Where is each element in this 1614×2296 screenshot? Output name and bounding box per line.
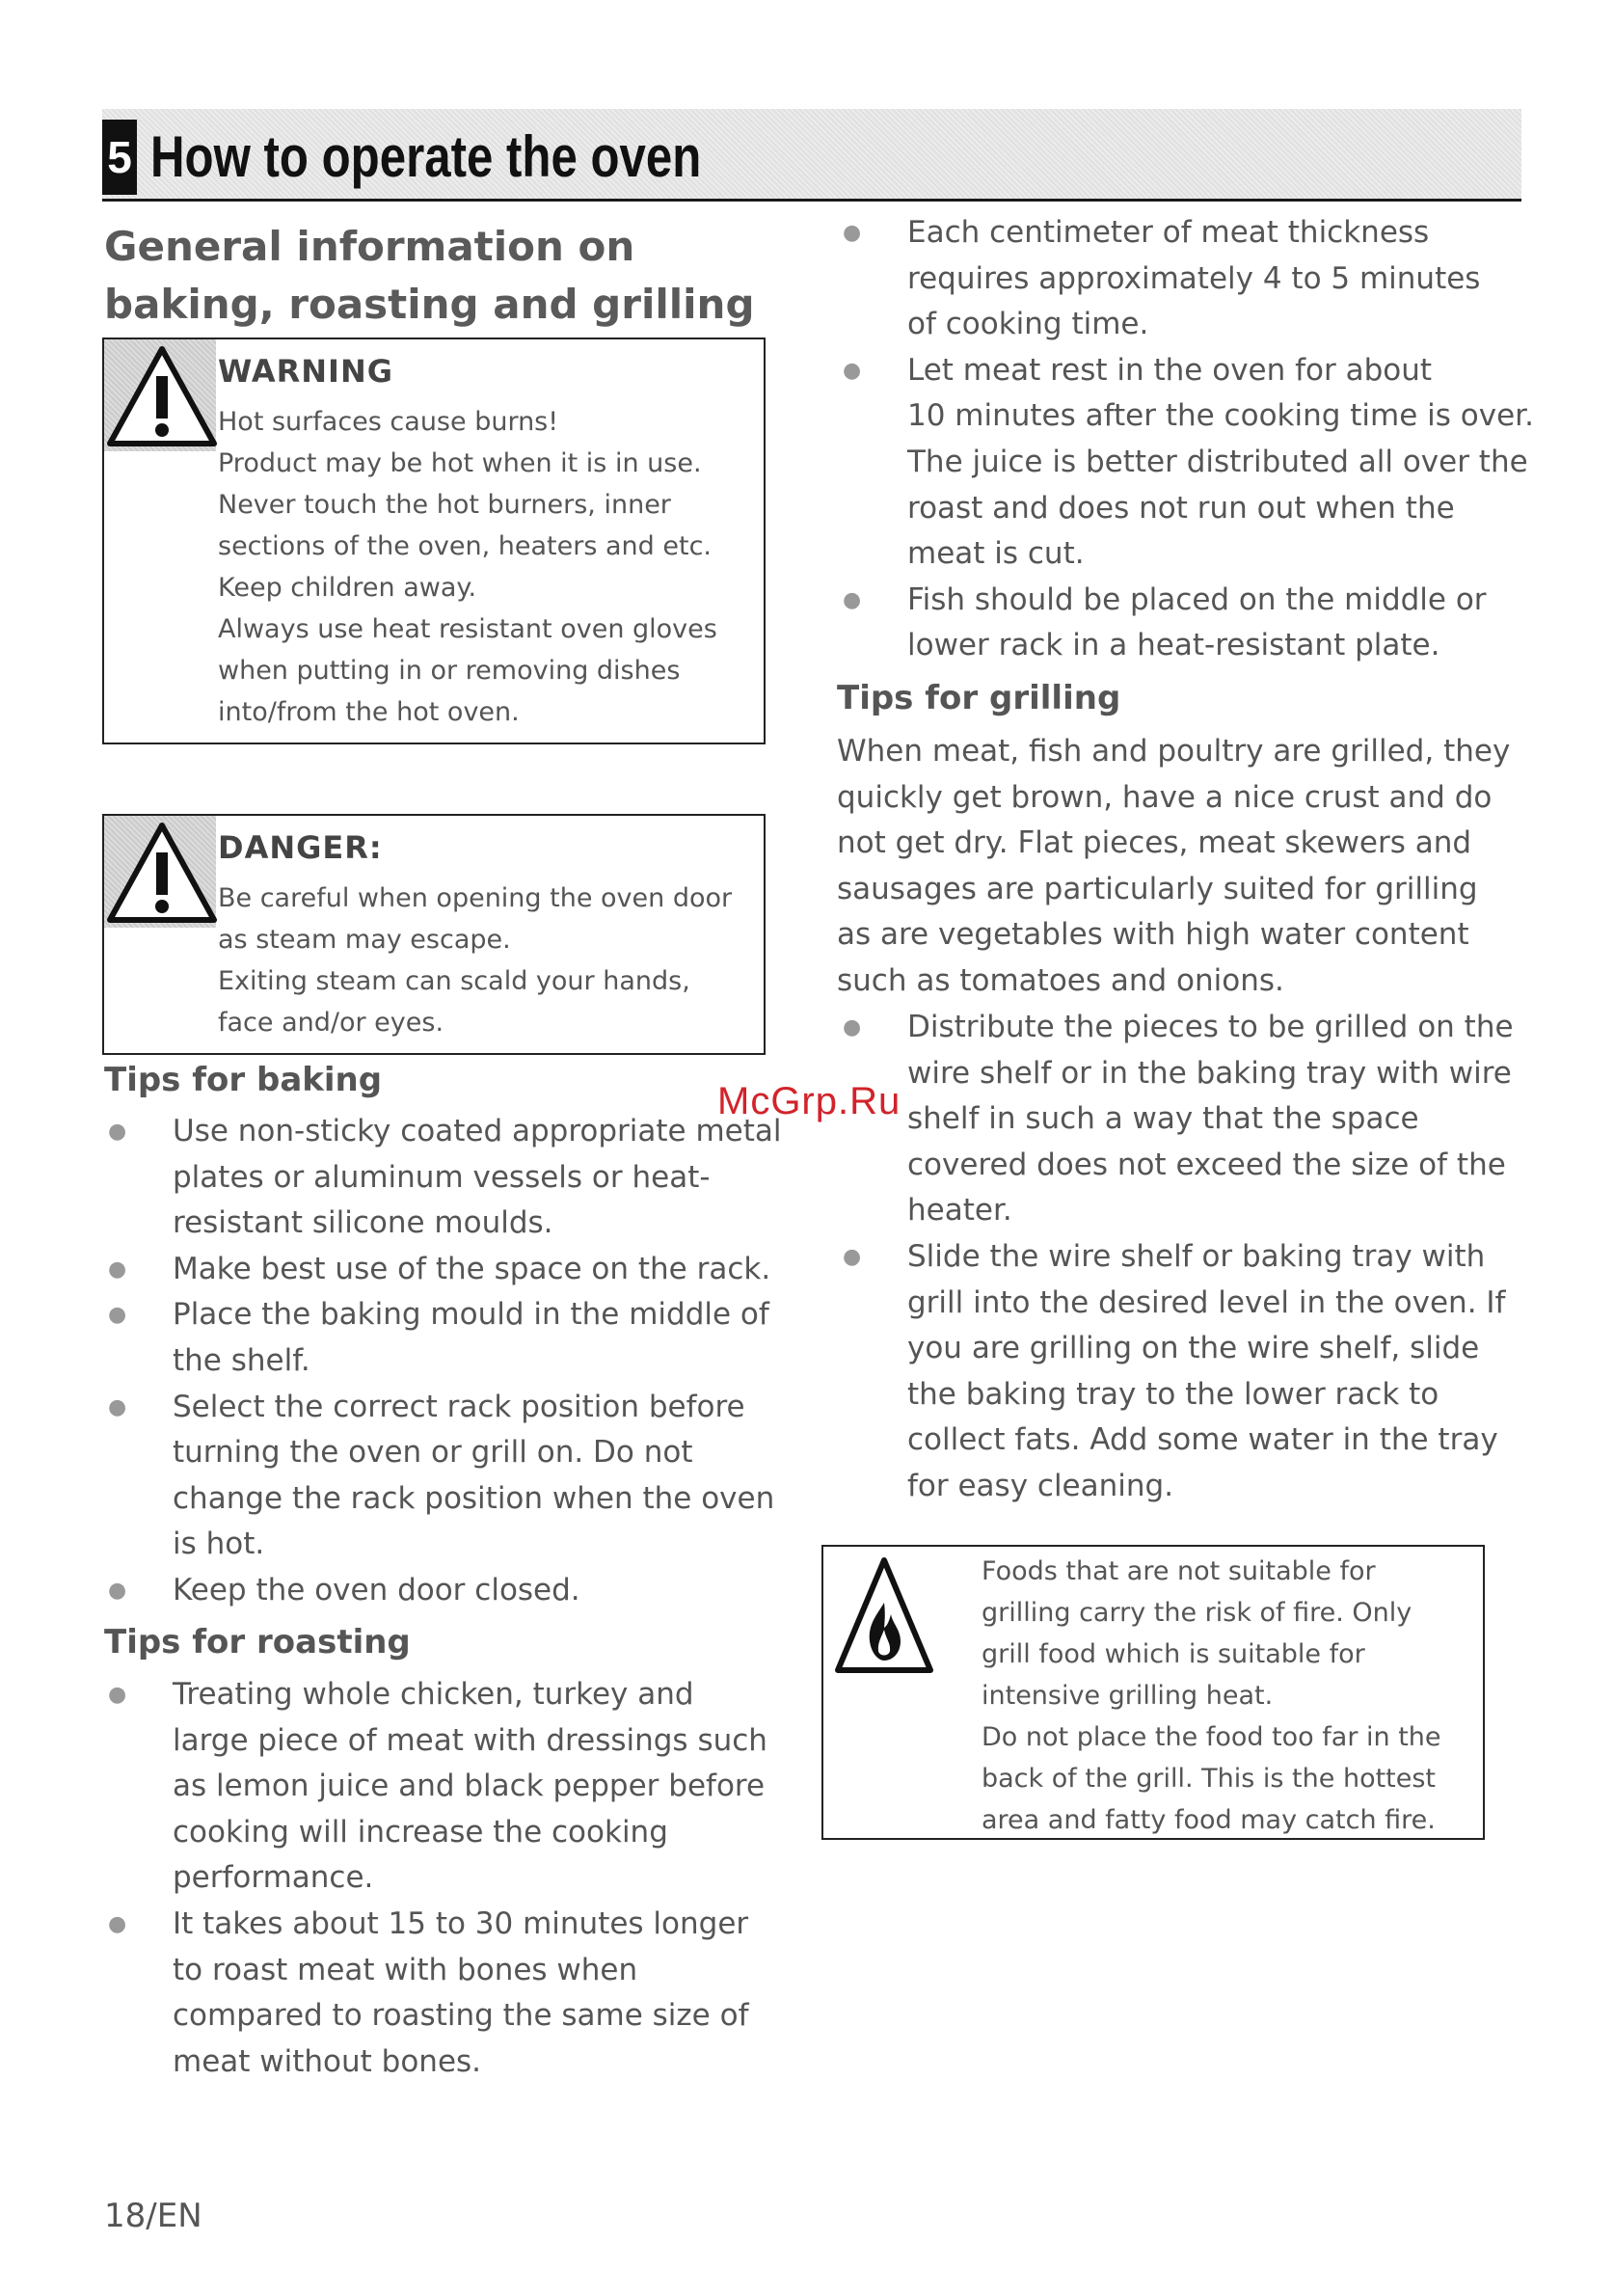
danger-line: Exiting steam can scald your hands, <box>218 966 690 996</box>
chapter-number: 5 <box>102 120 137 195</box>
danger-line: as steam may escape. <box>218 925 511 955</box>
bullet-icon: ● <box>108 1303 127 1328</box>
baking-heading: Tips for baking <box>104 1061 383 1099</box>
warning-title: WARNING <box>218 353 393 390</box>
section-heading-line: General information on <box>104 223 635 270</box>
warning-line: sections of the oven, heaters and etc. <box>218 531 712 561</box>
warning-line: when putting in or removing dishes <box>218 656 681 686</box>
bullet-icon: ● <box>843 1244 862 1269</box>
list-item: ● Place the baking mould in the middle of the shelf. <box>104 1292 798 1384</box>
warning-triangle-icon <box>106 820 218 926</box>
warning-line: Keep children away. <box>218 573 477 603</box>
bullet-icon: ● <box>843 1015 862 1040</box>
danger-title: DANGER: <box>218 829 383 866</box>
list-item: ● Distribute the pieces to be grilled on the wire shelf or in the baking tray with wire shelf in such a way that the space covered does not exceed the size of the heater. <box>839 1005 1533 1234</box>
roasting-heading: Tips for roasting <box>104 1623 411 1661</box>
warning-line: Product may be hot when it is in use. <box>218 448 702 478</box>
bullet-icon: ● <box>108 1911 127 1936</box>
warning-line: Hot surfaces cause burns! <box>218 407 559 437</box>
baking-list <box>104 1109 798 1614</box>
list-item: ● Use non-sticky coated appropriate metal plates or aluminum vessels or heat- resistant silicone moulds. <box>104 1109 798 1247</box>
grilling-heading: Tips for grilling <box>837 679 1121 717</box>
roasting-cont-list <box>839 210 1533 669</box>
fire-notice-line: grilling carry the risk of fire. Only <box>982 1598 1412 1628</box>
list-item: ● Each centimeter of meat thickness requires approximately 4 to 5 minutes of cooking time. <box>839 210 1533 348</box>
grilling-intro: When meat, fish and poultry are grilled, they quickly get brown, have a nice crust and do not get dry. Flat pieces, meat skewers and sausages are particularly suited for grilling as are vegetables with high water content such as tomatoes and onions. <box>837 734 1511 998</box>
chapter-title: How to operate the oven <box>150 124 702 189</box>
list-item: ● Let meat rest in the oven for about 10 minutes after the cooking time is over. The juice is better distributed all over the roast and does not run out when the meat is cut. <box>839 348 1533 578</box>
list-item: ● Fish should be placed on the middle or lower rack in a heat-resistant plate. <box>839 578 1533 669</box>
page-number: 18/EN <box>104 2197 202 2235</box>
fire-notice-line: grill food which is suitable for <box>982 1639 1365 1669</box>
fire-notice-line: intensive grilling heat. <box>982 1681 1274 1711</box>
fire-notice-line: area and fatty food may catch fire. <box>982 1805 1436 1835</box>
warning-triangle-icon <box>106 343 218 449</box>
bullet-icon: ● <box>108 1578 127 1603</box>
roasting-list <box>104 1672 798 2085</box>
warning-line: into/from the hot oven. <box>218 697 520 727</box>
grilling-list <box>839 1005 1533 1510</box>
danger-line: face and/or eyes. <box>218 1008 444 1038</box>
section-heading <box>104 218 798 334</box>
bullet-icon: ● <box>108 1683 127 1707</box>
list-item: ● Treating whole chicken, turkey and large piece of meat with dressings such as lemon juice and black pepper before cooking will increase the cooking performance. <box>104 1672 798 1902</box>
fire-hazard-icon <box>833 1554 935 1676</box>
fire-notice-line: back of the grill. This is the hottest <box>982 1764 1437 1794</box>
bullet-icon: ● <box>108 1394 127 1419</box>
list-item: ● Make best use of the space on the rack. <box>104 1247 798 1293</box>
danger-body <box>218 878 732 1043</box>
warning-line: Always use heat resistant oven gloves <box>218 614 717 644</box>
fire-notice-body <box>982 1551 1441 1841</box>
fire-notice-box <box>821 1545 1485 1840</box>
list-item: ● Select the correct rack position before turning the oven or grill on. Do not change the rack position when the oven is hot. <box>104 1385 798 1568</box>
fire-notice-line: Do not place the food too far in the <box>982 1722 1441 1752</box>
danger-line: Be careful when opening the oven door <box>218 883 733 913</box>
warning-body <box>218 401 717 733</box>
bullet-icon: ● <box>843 221 862 245</box>
warning-box <box>102 338 766 744</box>
list-item: ● It takes about 15 to 30 minutes longer to roast meat with bones when compared to roasting the same size of meat without bones. <box>104 1902 798 2085</box>
section-heading-line: baking, roasting and grilling <box>104 281 755 328</box>
list-item: ● Keep the oven door closed. <box>104 1568 798 1614</box>
danger-box <box>102 814 766 1055</box>
watermark: McGrp.Ru <box>717 1080 901 1122</box>
bullet-icon: ● <box>843 587 862 612</box>
list-item: ● Slide the wire shelf or baking tray with grill into the desired level in the oven. If you are grilling on the wire shelf, slide the baking tray to the lower rack to collect fats. Add some water in the tray for easy cleaning. <box>839 1234 1533 1510</box>
bullet-icon: ● <box>843 358 862 383</box>
bullet-icon: ● <box>108 1256 127 1282</box>
bullet-icon: ● <box>108 1120 127 1144</box>
warning-line: Never touch the hot burners, inner <box>218 490 671 520</box>
fire-notice-line: Foods that are not suitable for <box>982 1556 1376 1586</box>
